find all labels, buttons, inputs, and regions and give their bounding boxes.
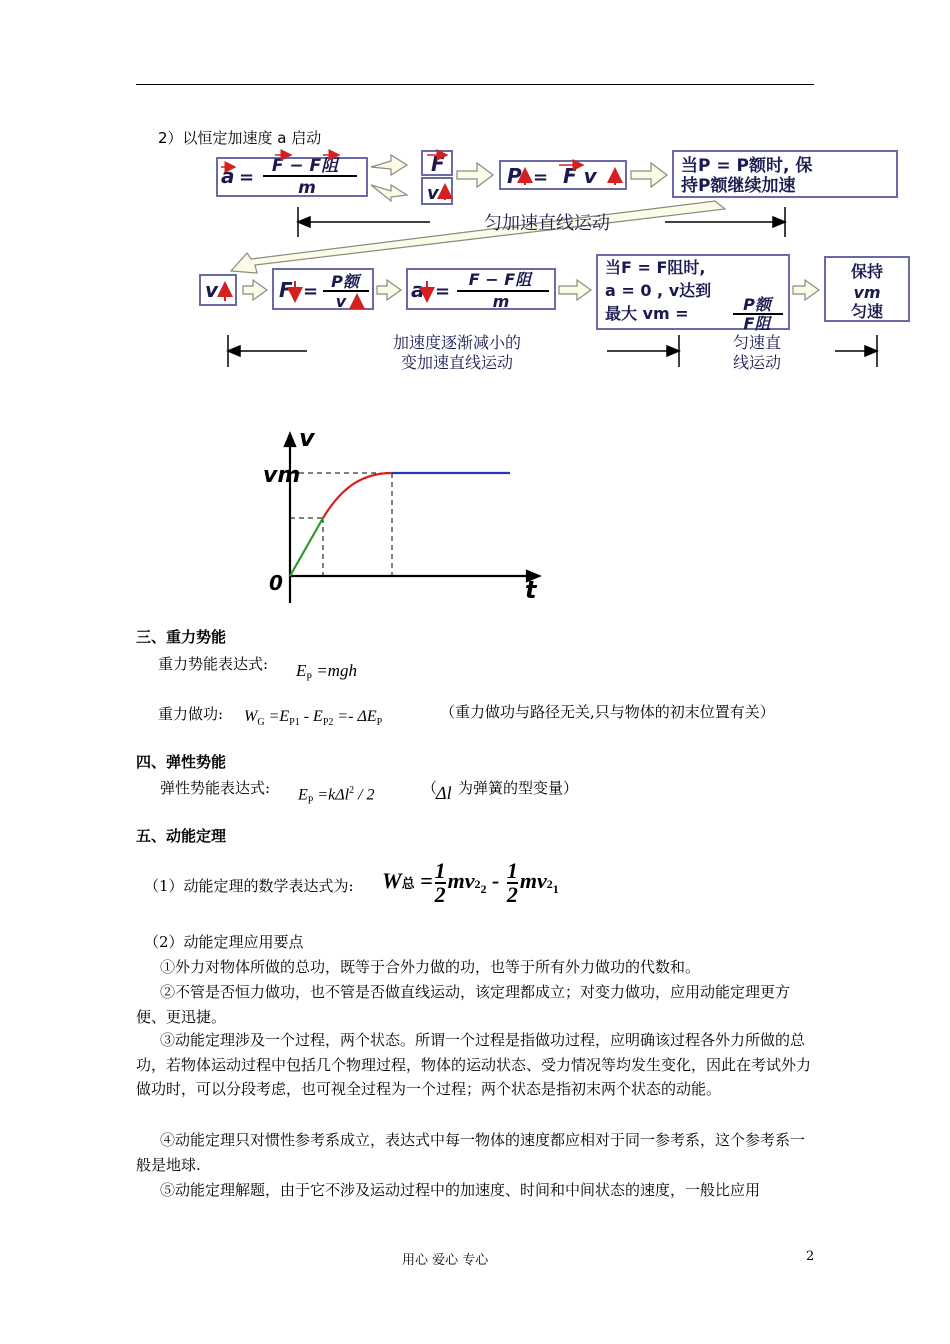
svg-text:=: = — [239, 167, 255, 188]
uniform-speed-label-1: 匀速直 — [732, 333, 782, 352]
velocity-symbol: v — [427, 183, 439, 204]
keep-line2: vm — [853, 283, 881, 302]
keep-line3: 匀速 — [850, 302, 884, 321]
cond-denominator: F阻 — [743, 314, 771, 333]
point-2: ②不管是否恒力做功，也不管是否做直线运动，该定理都成立；对变力做功，应用动能定理更方便、更迅捷。 — [136, 983, 791, 1026]
point-5: ⑤动能定理解题，由于它不涉及运动过程中的加速度、时间和中间状态的速度，一般比应用 — [160, 1181, 761, 1199]
accel-numerator: F − F阻 — [271, 156, 339, 176]
uniform-speed-label-2: 线运动 — [732, 353, 782, 372]
gravity-work-formula: $W_G =E_{P1} - E_{P2} =- \Delta E_P$ — [244, 708, 383, 729]
section-5-heading: 五、动能定理 — [136, 827, 227, 845]
epe-note: 为弹簧的型变量） — [458, 779, 579, 797]
section-3-heading: 三、重力势能 — [136, 628, 227, 646]
page-number: 2 — [806, 1249, 815, 1264]
force-symbol: F — [431, 152, 445, 176]
uniform-accel-segment — [290, 518, 323, 576]
svg-text:F: F — [279, 278, 293, 302]
velocity-time-graph — [255, 428, 555, 608]
cond-numerator: P额 — [743, 295, 771, 314]
keep-line1: 保持 — [850, 262, 884, 281]
point-1: ①外力对物体所做的总功，既等于合外力做的功，也等于所有外力做功的代数和。 — [160, 958, 701, 976]
point-4: ④动能定理只对惯性参考系成立，表达式中每一物体的速度都应相对于同一参考系，这个参考系一般是地球. — [136, 1131, 806, 1174]
svg-text:a: a — [411, 278, 425, 302]
gpe-expression-label: 重力势能表达式: — [158, 655, 269, 673]
power-symbol: P — [507, 164, 522, 188]
point-3: ③动能定理涉及一个过程，两个状态。所谓一个过程是指做功过程，应明确该过程各外力所做的总功，若物体运动过程中包括几个物理过程，物体的运动状态、受力情况等均发生变化，因此在考试外力做功时，可以分段考虑，也可视全过程为一个过程；两个状态是指初末两个状态的动能。 — [136, 1031, 812, 1098]
power-start-flow-diagram — [195, 145, 915, 380]
svg-text:=: = — [435, 281, 451, 302]
section-2-heading: 2）以恒定加速度 a 启动 — [158, 129, 322, 147]
var-accel-label-2: 变加速直线运动 — [400, 353, 514, 372]
f-numerator: P额 — [331, 272, 359, 291]
gravity-work-note: （重力做功与路径无关,只与物体的初末位置有关） — [440, 703, 775, 721]
epe-formula: $E_P =k\Delta l^2 / 2$ — [298, 785, 375, 807]
gpe-formula: $E_P =mgh$ — [296, 661, 357, 684]
a2-numerator: F − F阻 — [468, 270, 532, 289]
accel-denominator: m — [298, 178, 316, 198]
y-axis-label: v — [299, 428, 315, 452]
accel-symbol: a — [221, 164, 235, 188]
work-energy-formula: W总 = $\frac{1}{2}$ $mv_{^22}$ - $\frac{1}{2}$ $mv_{^21}$ — [382, 858, 559, 907]
var-accel-label-1: 加速度逐渐减小的 — [392, 333, 522, 352]
footer-slogan: 用心 爱心 专心 — [402, 1253, 489, 1268]
vm-tick-label: vm — [263, 463, 301, 488]
work-energy-item1: （1）动能定理的数学表达式为: — [144, 877, 354, 895]
header-rule — [136, 84, 814, 85]
epe-note-open: （ — [422, 779, 438, 797]
decreasing-accel-segment — [323, 473, 392, 518]
origin-label: 0 — [269, 571, 283, 595]
svg-text:v: v — [205, 278, 219, 302]
svg-text:=: = — [303, 281, 319, 302]
f-denominator: v — [335, 292, 347, 311]
svg-text:=: = — [533, 167, 549, 188]
delta-l-symbol: Δl — [436, 783, 452, 803]
a2-denominator: m — [492, 292, 510, 311]
rated-power-line1: 当P = P额时, 保 — [681, 156, 813, 176]
gravity-work-label: 重力做功: — [158, 705, 224, 723]
section-4-heading: 四、弹性势能 — [136, 753, 227, 771]
x-axis-label: t — [525, 576, 537, 604]
force-velocity: F v — [563, 164, 597, 188]
rated-power-line2: 持P额继续加速 — [681, 176, 796, 196]
epe-expression-label: 弹性势能表达式: — [160, 779, 271, 797]
cond-line2: a = 0 , v达到 — [605, 281, 712, 300]
y-axis-arrow — [285, 434, 295, 446]
cond-line1: 当F = F阻时, — [605, 258, 706, 277]
work-energy-item2: （2）动能定理应用要点 — [144, 933, 304, 951]
cond-line3: 最大 vm = — [605, 304, 689, 323]
uniform-accel-label: 匀加速直线运动 — [484, 213, 610, 234]
